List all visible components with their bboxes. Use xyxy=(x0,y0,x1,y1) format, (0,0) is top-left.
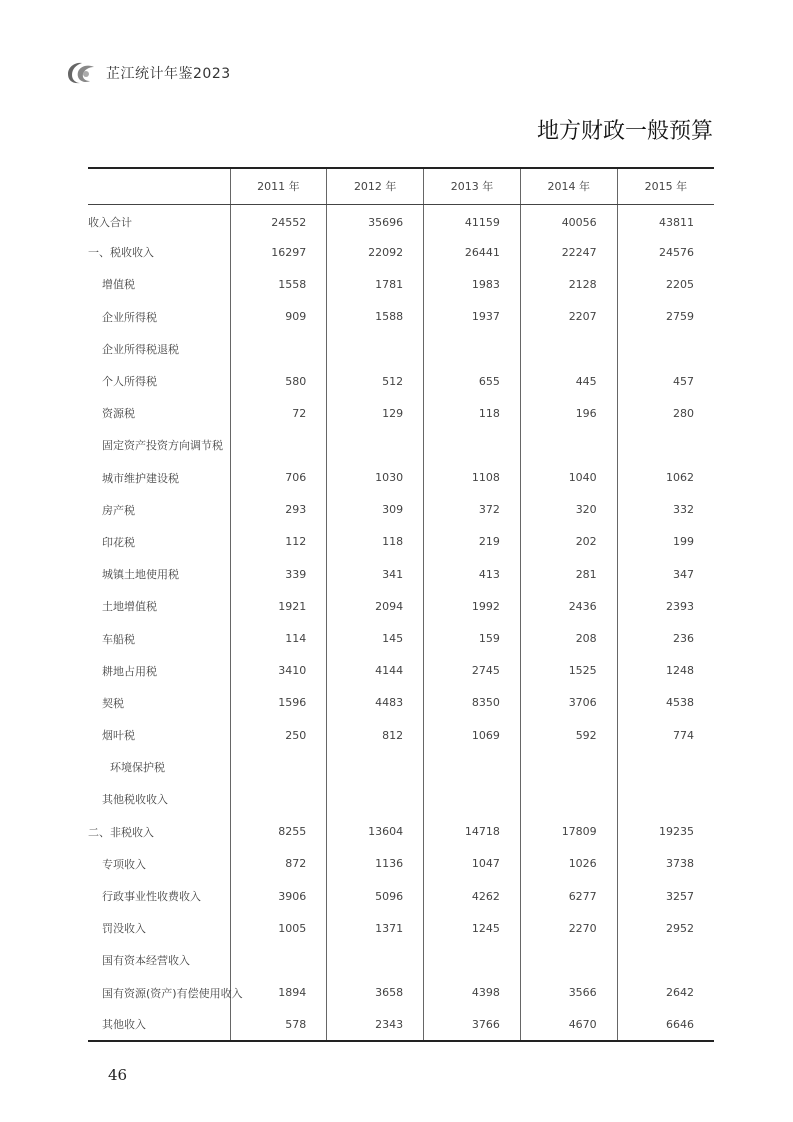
table-cell: 341 xyxy=(327,558,424,590)
table-cell xyxy=(617,429,714,461)
table-cell: 812 xyxy=(327,719,424,751)
table-cell: 309 xyxy=(327,494,424,526)
book-title: 芷江统计年鉴2023 xyxy=(106,66,231,82)
table-cell: 413 xyxy=(424,558,521,590)
table-cell: 281 xyxy=(520,558,617,590)
table-cell xyxy=(230,333,327,365)
table-cell xyxy=(424,783,521,815)
table-cell: 774 xyxy=(617,719,714,751)
table-cell: 1030 xyxy=(327,462,424,494)
row-label: 罚没收入 xyxy=(102,922,146,936)
table-cell: 3766 xyxy=(424,1009,521,1041)
table-header-row xyxy=(88,168,714,204)
table-cell: 145 xyxy=(327,622,424,654)
table-cell: 1245 xyxy=(424,912,521,944)
row-label: 车船税 xyxy=(102,632,135,646)
table-cell: 3906 xyxy=(230,880,327,912)
table-cell: 250 xyxy=(230,719,327,751)
row-label: 一、税收收入 xyxy=(88,246,154,260)
table-body xyxy=(88,204,714,1041)
table-cell: 578 xyxy=(230,1009,327,1041)
table-cell: 1992 xyxy=(424,590,521,622)
table-row xyxy=(88,494,714,526)
table-cell: 2759 xyxy=(617,301,714,333)
table-row xyxy=(88,204,714,236)
table-cell xyxy=(520,751,617,783)
row-label: 行政事业性收费收入 xyxy=(102,890,201,904)
table-cell: 2436 xyxy=(520,590,617,622)
row-label: 其他收入 xyxy=(88,1009,230,1041)
row-label: 环境保护税 xyxy=(110,761,165,775)
table-cell xyxy=(230,751,327,783)
table-cell: 1525 xyxy=(520,655,617,687)
page-header xyxy=(64,60,231,86)
table-cell: 2094 xyxy=(327,590,424,622)
table-cell: 4398 xyxy=(424,977,521,1009)
table-cell: 4262 xyxy=(424,880,521,912)
page-number: 46 xyxy=(108,1066,128,1084)
row-label: 企业所得税 xyxy=(102,310,157,324)
table-cell: 40056 xyxy=(520,204,617,236)
table-row xyxy=(88,848,714,880)
row-label: 土地增值税 xyxy=(102,600,157,614)
table-cell xyxy=(617,751,714,783)
table-cell: 16297 xyxy=(230,236,327,268)
table-cell: 8255 xyxy=(230,816,327,848)
row-label: 城镇土地使用税 xyxy=(102,568,179,582)
table-cell xyxy=(424,429,521,461)
table-cell: 2393 xyxy=(617,590,714,622)
table-cell xyxy=(617,944,714,976)
table-cell xyxy=(520,944,617,976)
column-header: 2015 年 xyxy=(617,168,714,204)
table-cell: 3566 xyxy=(520,977,617,1009)
row-label: 专项收入 xyxy=(102,857,146,871)
table-row xyxy=(88,944,714,976)
table-cell: 112 xyxy=(230,526,327,558)
table-cell: 1026 xyxy=(520,848,617,880)
table-cell: 1069 xyxy=(424,719,521,751)
table-cell: 1047 xyxy=(424,848,521,880)
table-cell: 2343 xyxy=(327,1009,424,1041)
table-cell: 2270 xyxy=(520,912,617,944)
table-cell: 1894 xyxy=(230,977,327,1009)
row-label: 固定资产投资方向调节税 xyxy=(102,439,223,453)
table-cell: 512 xyxy=(327,365,424,397)
table-cell: 1937 xyxy=(424,301,521,333)
table-cell: 580 xyxy=(230,365,327,397)
table-cell: 114 xyxy=(230,622,327,654)
table-row xyxy=(88,719,714,751)
table-cell xyxy=(520,783,617,815)
table-row xyxy=(88,1009,714,1041)
table-cell: 3738 xyxy=(617,848,714,880)
table-cell: 3706 xyxy=(520,687,617,719)
row-label: 企业所得税退税 xyxy=(102,342,179,356)
table-row xyxy=(88,622,714,654)
table-cell: 118 xyxy=(424,397,521,429)
table-cell: 202 xyxy=(520,526,617,558)
table-cell: 24576 xyxy=(617,236,714,268)
row-label: 收入合计 xyxy=(88,216,132,230)
table-cell: 1921 xyxy=(230,590,327,622)
table-cell: 24552 xyxy=(230,204,327,236)
table-row xyxy=(88,429,714,461)
table-cell: 1136 xyxy=(327,848,424,880)
row-label: 其他税收收入 xyxy=(102,793,168,807)
table-cell: 457 xyxy=(617,365,714,397)
table-cell: 3257 xyxy=(617,880,714,912)
table-row xyxy=(88,333,714,365)
table-row xyxy=(88,462,714,494)
table-cell xyxy=(520,429,617,461)
budget-table xyxy=(88,167,714,1042)
row-label: 国有资本经营收入 xyxy=(102,954,190,968)
table-row xyxy=(88,268,714,300)
column-header: 2013 年 xyxy=(424,168,521,204)
row-label: 资源税 xyxy=(102,407,135,421)
row-label: 印花税 xyxy=(102,535,135,549)
row-label: 烟叶税 xyxy=(102,729,135,743)
table-row xyxy=(88,783,714,815)
table-cell: 1983 xyxy=(424,268,521,300)
table-row xyxy=(88,687,714,719)
table-row xyxy=(88,655,714,687)
table-cell xyxy=(617,333,714,365)
column-header-label xyxy=(88,168,230,204)
table-cell: 22092 xyxy=(327,236,424,268)
table-cell: 4670 xyxy=(520,1009,617,1041)
table-cell: 219 xyxy=(424,526,521,558)
table-cell: 6646 xyxy=(617,1009,714,1041)
table-cell: 4144 xyxy=(327,655,424,687)
table-cell xyxy=(327,429,424,461)
row-label: 房产税 xyxy=(102,503,135,517)
table-cell: 706 xyxy=(230,462,327,494)
table-row xyxy=(88,912,714,944)
table-row xyxy=(88,526,714,558)
table-cell: 1596 xyxy=(230,687,327,719)
yearbook-logo-icon xyxy=(64,60,98,86)
table-cell xyxy=(327,751,424,783)
column-header: 2012 年 xyxy=(327,168,424,204)
table-row xyxy=(88,397,714,429)
table-cell: 3410 xyxy=(230,655,327,687)
table-cell: 1781 xyxy=(327,268,424,300)
table-cell xyxy=(327,783,424,815)
table-row xyxy=(88,816,714,848)
table-cell xyxy=(230,944,327,976)
row-label: 国有资源(资产)有偿使用收入 xyxy=(102,986,243,1000)
table-cell: 199 xyxy=(617,526,714,558)
table-cell: 236 xyxy=(617,622,714,654)
table-cell: 17809 xyxy=(520,816,617,848)
table-cell: 2128 xyxy=(520,268,617,300)
table-cell: 1062 xyxy=(617,462,714,494)
row-label: 城市维护建设税 xyxy=(102,471,179,485)
table-cell: 2642 xyxy=(617,977,714,1009)
table-cell: 41159 xyxy=(424,204,521,236)
table-cell: 4538 xyxy=(617,687,714,719)
table-cell: 372 xyxy=(424,494,521,526)
table-cell: 1588 xyxy=(327,301,424,333)
table-cell: 3658 xyxy=(327,977,424,1009)
table-cell xyxy=(327,944,424,976)
table-cell: 35696 xyxy=(327,204,424,236)
row-label: 个人所得税 xyxy=(102,375,157,389)
table-row xyxy=(88,880,714,912)
table-cell xyxy=(424,751,521,783)
table-cell: 655 xyxy=(424,365,521,397)
table-cell: 22247 xyxy=(520,236,617,268)
table-cell xyxy=(230,783,327,815)
table-cell: 72 xyxy=(230,397,327,429)
table-cell xyxy=(424,944,521,976)
table-cell: 332 xyxy=(617,494,714,526)
table-cell: 8350 xyxy=(424,687,521,719)
table-row xyxy=(88,751,714,783)
table-cell: 19235 xyxy=(617,816,714,848)
table-cell xyxy=(230,429,327,461)
table-cell: 26441 xyxy=(424,236,521,268)
table-cell: 5096 xyxy=(327,880,424,912)
table-cell xyxy=(424,333,521,365)
table-cell: 14718 xyxy=(424,816,521,848)
column-header: 2011 年 xyxy=(230,168,327,204)
table-cell xyxy=(327,333,424,365)
table-cell: 2205 xyxy=(617,268,714,300)
table-cell: 2952 xyxy=(617,912,714,944)
table-cell: 320 xyxy=(520,494,617,526)
table-cell: 129 xyxy=(327,397,424,429)
table-cell: 196 xyxy=(520,397,617,429)
table-cell: 159 xyxy=(424,622,521,654)
table-row xyxy=(88,365,714,397)
table-cell: 13604 xyxy=(327,816,424,848)
row-label: 增值税 xyxy=(102,278,135,292)
table-cell xyxy=(520,333,617,365)
table-row xyxy=(88,977,714,1009)
table-cell: 339 xyxy=(230,558,327,590)
table-cell: 1108 xyxy=(424,462,521,494)
row-label: 二、非税收入 xyxy=(88,825,154,839)
table-cell: 118 xyxy=(327,526,424,558)
table-cell: 1558 xyxy=(230,268,327,300)
column-header: 2014 年 xyxy=(520,168,617,204)
table-cell: 592 xyxy=(520,719,617,751)
table-cell: 293 xyxy=(230,494,327,526)
table-cell xyxy=(617,783,714,815)
table-cell: 208 xyxy=(520,622,617,654)
table-cell: 347 xyxy=(617,558,714,590)
row-label: 耕地占用税 xyxy=(102,664,157,678)
table-cell: 909 xyxy=(230,301,327,333)
table-row xyxy=(88,590,714,622)
table-cell: 1248 xyxy=(617,655,714,687)
table-cell: 4483 xyxy=(327,687,424,719)
table-cell: 280 xyxy=(617,397,714,429)
table-cell: 1371 xyxy=(327,912,424,944)
table-cell: 872 xyxy=(230,848,327,880)
table-cell: 43811 xyxy=(617,204,714,236)
row-label: 契税 xyxy=(102,696,124,710)
table-row xyxy=(88,236,714,268)
table-cell: 2207 xyxy=(520,301,617,333)
table-cell: 1040 xyxy=(520,462,617,494)
table-row xyxy=(88,558,714,590)
table-cell: 6277 xyxy=(520,880,617,912)
table-row xyxy=(88,301,714,333)
table-cell: 2745 xyxy=(424,655,521,687)
table-cell: 1005 xyxy=(230,912,327,944)
table-cell: 445 xyxy=(520,365,617,397)
page-title: 地方财政一般预算 xyxy=(536,119,713,144)
